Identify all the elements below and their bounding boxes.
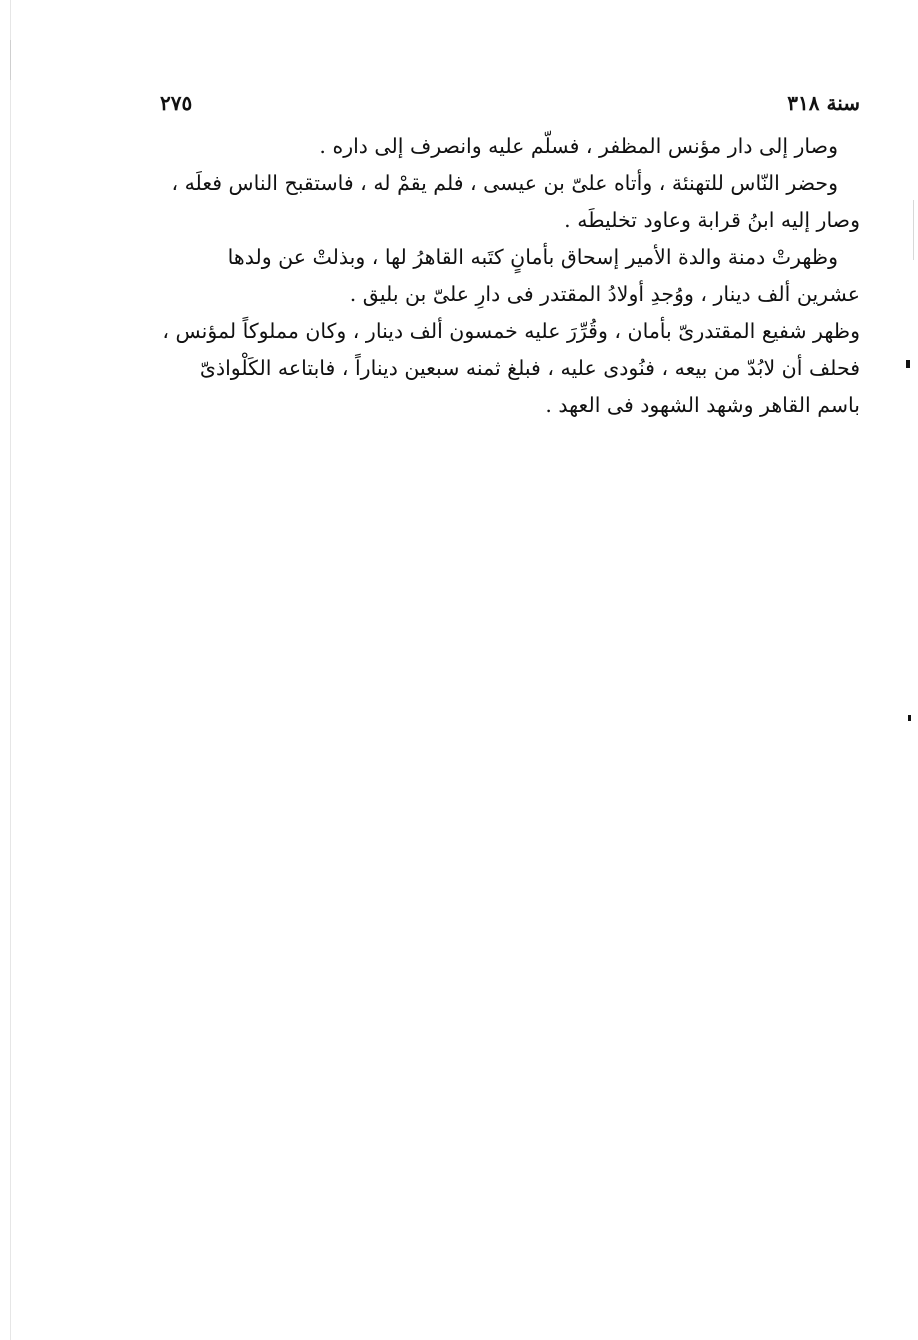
running-head-year: سنة ٣١٨ xyxy=(787,91,860,115)
text-line: فحلف أن لابُدّ من بيعه ، فنُودى عليه ، فبلغ ثمنه سبعين ديناراً ، فابتاعه الكَلْواذىّ xyxy=(199,356,860,380)
paragraph-1 xyxy=(160,128,860,165)
scan-edge-right xyxy=(913,200,914,260)
text-line: باسم القاهر وشهد الشهود فى العهد . xyxy=(545,393,860,417)
paragraph-2 xyxy=(160,165,860,239)
paragraph-3 xyxy=(160,239,860,313)
paragraph-4 xyxy=(160,313,860,424)
body-text xyxy=(160,128,860,424)
scan-edge-left xyxy=(10,0,11,1340)
margin-mark xyxy=(906,360,910,368)
text-line: وحضر النّاس للتهنئة ، وأتاه علىّ بن عيسى ، فلم يقمْ له ، فاستقبح الناس فعلَه ، xyxy=(171,171,838,195)
page-number: ٢٧٥ xyxy=(160,91,193,115)
text-line: وظهر شفيع المقتدرىّ بأمان ، وقُرِّرَ عليه خمسون ألف دينار ، وكان مملوكاً لمؤنس ، xyxy=(162,319,860,343)
scan-edge-mark xyxy=(10,40,11,80)
margin-mark xyxy=(908,715,911,721)
text-line: وصار إليه ابنُ قرابة وعاود تخليطَه . xyxy=(564,208,860,232)
text-line: عشرين ألف دينار ، ووُجدِ أولادُ المقتدر فى دارِ علىّ بن بليق . xyxy=(349,282,860,306)
text-line: وظهرتْ دمنة والدة الأمير إسحاق بأمانٍ كتَبه القاهرُ لها ، وبذلتْ عن ولدها xyxy=(227,245,838,269)
page-header xyxy=(160,88,860,118)
text-line: وصار إلى دار مؤنس المظفر ، فسلّم عليه وانصرف إلى داره . xyxy=(319,134,838,158)
